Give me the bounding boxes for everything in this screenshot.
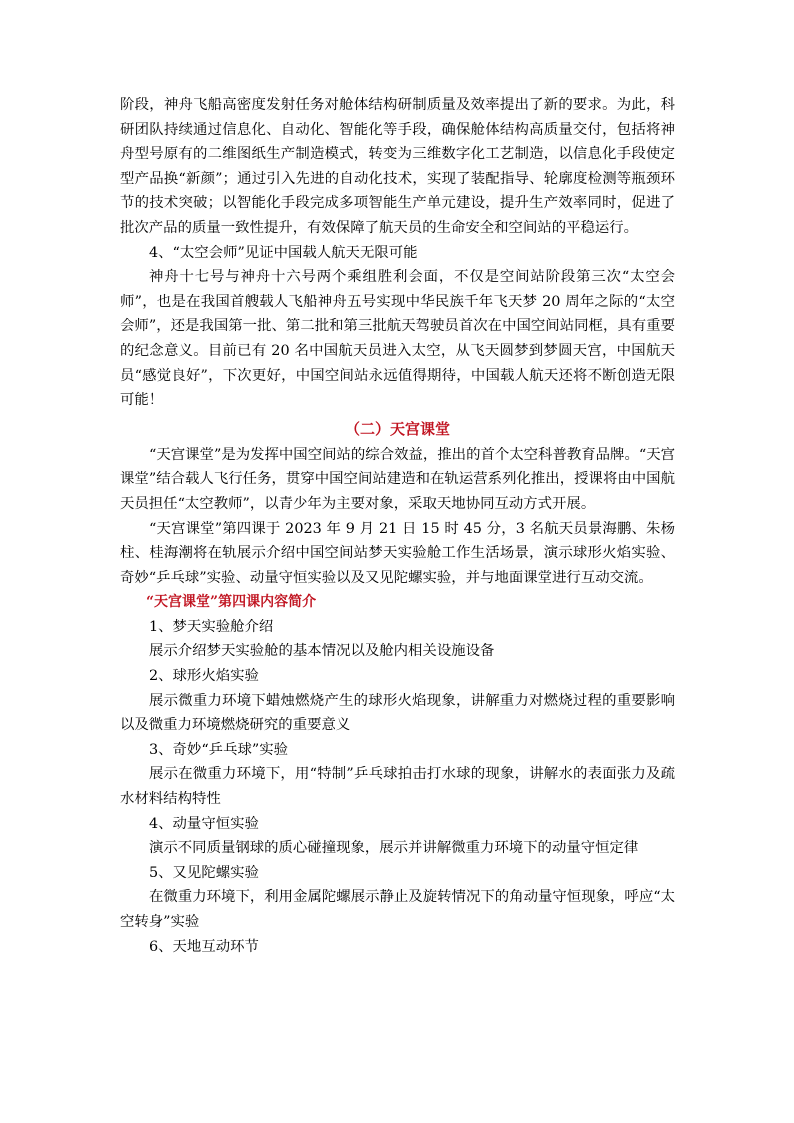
list-item <box>120 861 675 935</box>
list-item-title: 3、奇妙“乒乓球”实验 <box>149 741 288 758</box>
list-item-title: 5、又见陀螺实验 <box>149 864 259 881</box>
document-body <box>120 93 675 959</box>
lesson4-subheading: “天宫课堂”第四课内容简介 <box>146 594 317 611</box>
list-item-body: 演示不同质量钢球的质心碰撞现象，展示并讲解微重力环境下的动量守恒定律 <box>149 840 639 857</box>
section-heading-tiangong-classroom: （二）天宫课堂 <box>344 419 450 438</box>
list-item-title: 4、动量守恒实验 <box>149 815 259 832</box>
intro-paragraph: 阶段，神舟飞船高密度发射任务对舱体结构研制质量及效率提出了新的要求。为此，科研团队持续通过信息化、自动化、智能化等手段，确保舱体结构高质量交付，包括将神舟型号原有的二维图纸生产制造模式，转变为三维数字化工艺制造，以信息化手段使定型产品换“新颜”；通过引入先进的自动化技术，实现了装配指导、轮廓度检测等瓶颈环节的技术突破；以智能化手段完成多项智能生产单元建设，提升生产效率同时，促进了批次产品的质量一致性提升，有效保障了航天员的生命安全和空间站的平稳运行。 <box>120 97 675 236</box>
list-item-title: 1、梦天实验舱介绍 <box>149 618 274 635</box>
list-item <box>120 812 675 861</box>
list-item <box>120 935 675 960</box>
list-item-body: 在微重力环境下，利用金属陀螺展示静止及旋转情况下的角动量守恒现象，呼应“太空转身”实验 <box>120 889 675 930</box>
list-item-title: 2、球形火焰实验 <box>149 668 259 685</box>
tiangong-lesson4-paragraph: “天宫课堂”第四课于 2023 年 9 月 21 日 15 时 45 分，3 名航天员景海鹏、朱杨柱、桂海潮将在轨展示介绍中国空间站梦天实验舱工作生活场景，演示球形火焰实验、奇妙“乒乓球”实验、动量守恒实验以及又见陀螺实验，并与地面课堂进行互动交流。 <box>120 520 675 586</box>
list-item-title: 6、天地互动环节 <box>149 938 259 955</box>
point-4-title: 4、“太空会师”见证中国载人航天无限可能 <box>149 244 418 261</box>
list-item-body: 展示介绍梦天实验舱的基本情况以及舱内相关设施设备 <box>149 643 495 660</box>
lesson4-item-list <box>120 615 675 959</box>
list-item <box>120 738 675 812</box>
list-item <box>120 615 675 664</box>
point-4-paragraph: 神舟十七号与神舟十六号两个乘组胜利会面，不仅是空间站阶段第三次“太空会师”，也是在我国首艘载人飞船神舟五号实现中华民族千年飞天梦 20 周年之际的“太空会师”，还是我国第一批、第二批和第三批航天驾驶员首次在中国空间站同框，具有重要的纪念意义。目前已有 20 名中国航天员进入太空，从飞天圆梦到梦圆天宫，中国航天员“感觉良好”，下次更好，中国空间站永远值得期待，中国载人航天还将不断创造无限可能！ <box>120 269 675 409</box>
list-item-body: 展示微重力环境下蜡烛燃烧产生的球形火焰现象，讲解重力对燃烧过程的重要影响以及微重力环境燃烧研究的重要意义 <box>120 692 675 734</box>
tiangong-intro-paragraph: “天宫课堂”是为发挥中国空间站的综合效益，推出的首个太空科普教育品牌。“天宫课堂”结合载人飞行任务，贯穿中国空间站建造和在轨运营系列化推出，授课将由中国航天员担任“太空教师”，以青少年为主要对象，采取天地协同互动方式开展。 <box>120 446 675 512</box>
list-item-body: 展示在微重力环境下，用“特制”乒乓球拍击打水球的现象，讲解水的表面张力及疏水材料结构特性 <box>120 766 675 808</box>
list-item <box>120 664 675 738</box>
